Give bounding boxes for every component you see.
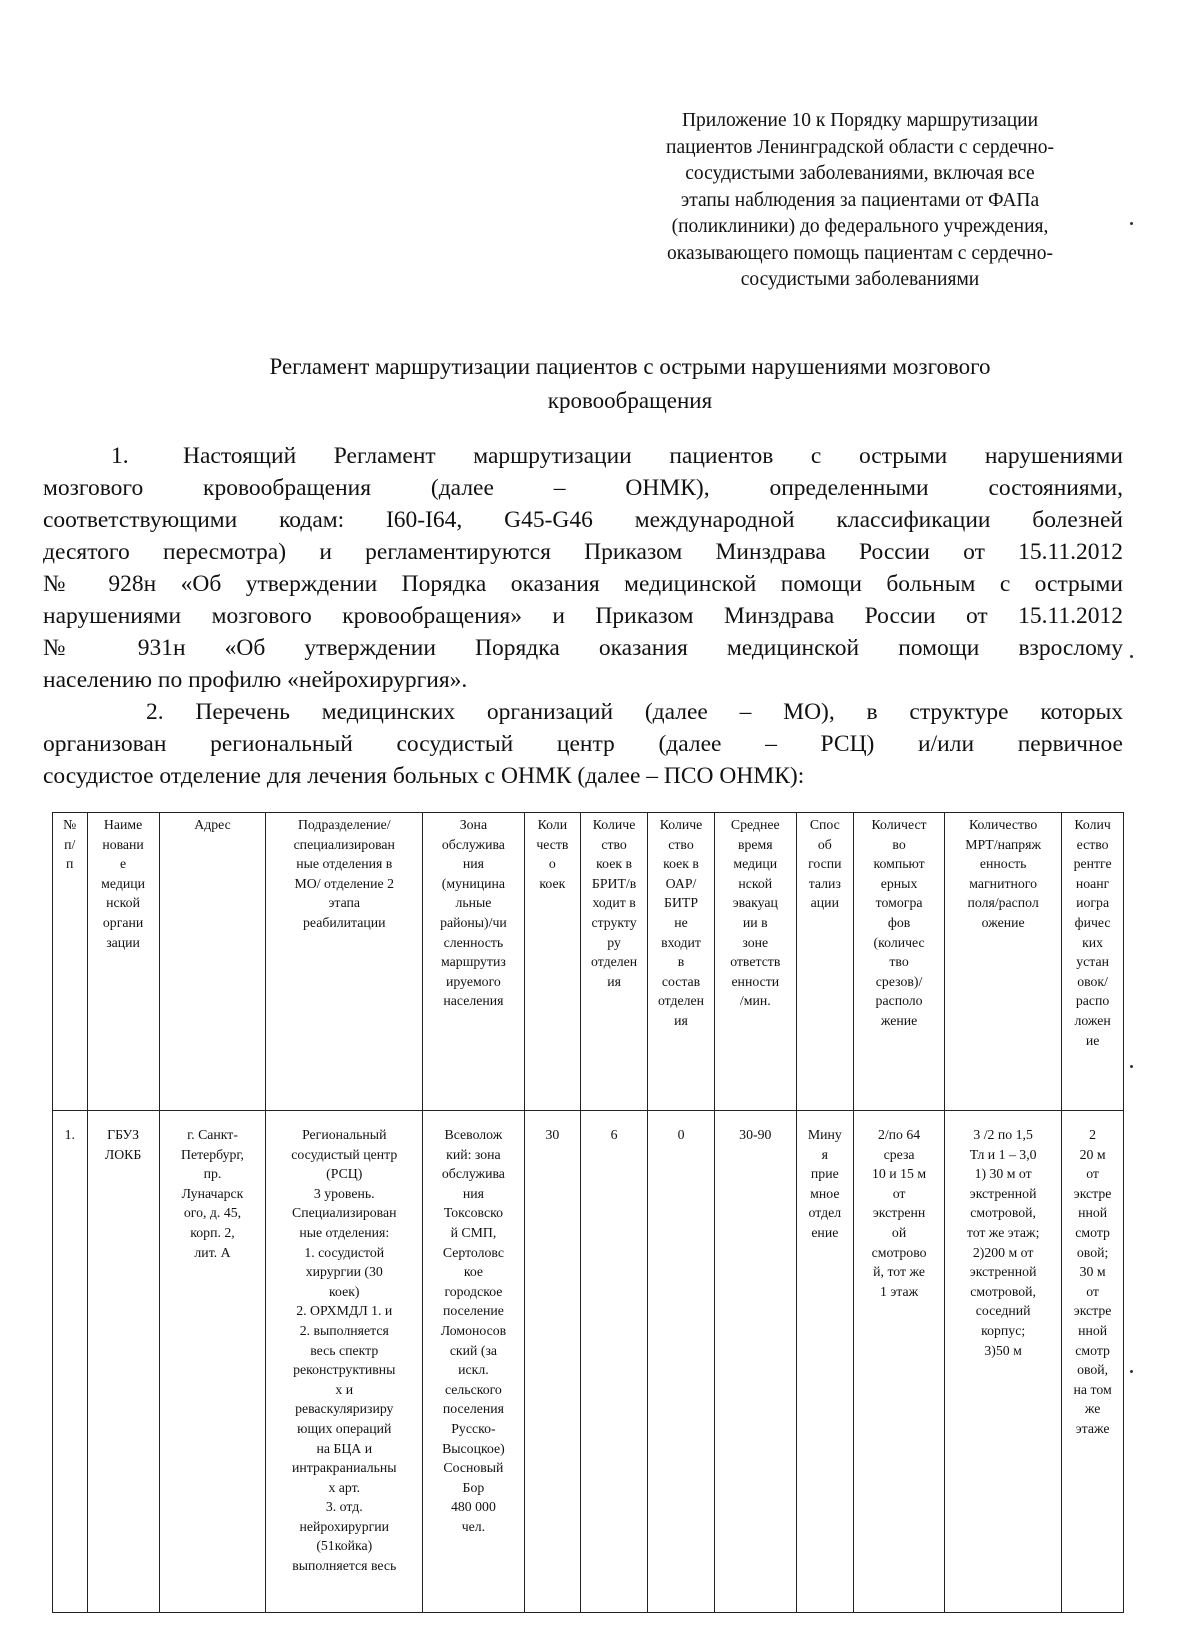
header-cell [87,813,159,1111]
cell-line: не [674,914,688,930]
cell-line: ГБУЗ [107,1127,140,1142]
cell-line: ния [462,856,484,872]
cell-line: 0 [677,1127,685,1142]
appendix-line: этапы наблюдения за пациентами от ФАПа [680,189,1040,211]
cell-line: прие [810,1166,839,1182]
cell-line: 3. отд. [325,1499,363,1515]
cell-line: на том [1073,1381,1112,1397]
cell-line: 30-90 [739,1127,772,1142]
appendix-line: пациентов Ленинградской области с сердечно- [666,136,1054,158]
cell-line: Мину [807,1127,842,1142]
cell-line: 6 [610,1127,618,1142]
cell-line: льные [455,895,492,911]
header-cell [581,813,648,1111]
cell-line: устан [1076,954,1109,970]
cell-line: время [737,836,773,852]
cell-line: фов [887,914,911,930]
paragraph-1-line: № 928н «Об утверждении Порядка оказания медицинской помощи больным с острыми [43,571,1123,597]
cell-line: Спос [809,817,840,832]
cell-line: ируемого [446,973,501,989]
cell-line: корпус; [981,1322,1026,1338]
paragraph-1-line: населению по профилю «нейрохирургия». [43,667,468,693]
cell-line: от [1086,1283,1099,1299]
cell-line: нской [106,895,140,911]
cell-line: (51койка) [316,1538,373,1554]
header-cell [159,813,266,1111]
cell-line: Количе [592,817,636,832]
cell-line: реконструктивны [293,1362,396,1378]
cell-line: енности [731,973,780,989]
header-cell [648,813,715,1111]
cell-line: ерных [880,875,918,891]
cell-line: 1. [64,1127,75,1142]
cell-line: нской [738,875,773,891]
paragraph-2-line: 2. Перечень медицинских организаций (далее – МО), в структуре которых [146,699,1123,725]
cell-line: в [677,954,685,970]
cell-oar-beds [648,1111,715,1613]
cell-line: ные отделения в [296,856,393,872]
cell-line: Токсовско [443,1205,503,1221]
cell-line: новани [102,836,144,852]
cell-line: нейрохирургии [299,1518,390,1534]
cell-line: иогра [1076,895,1110,911]
cell-line: нной [1078,1322,1108,1338]
scan-speck [1130,1065,1133,1068]
cell-line: ение [811,1224,839,1240]
cell-line: реабилитации [303,914,386,930]
cell-number [53,1111,88,1613]
cell-line: среза [883,1146,915,1162]
cell-line: г. Санкт- [187,1127,238,1142]
cell-line: экстренн [872,1205,926,1221]
cell-line: (муницина [441,875,506,891]
cell-line: тализ [808,875,841,891]
scan-speck [1130,222,1133,225]
cell-line: чел. [461,1518,486,1534]
cell-line: пр. [203,1166,222,1182]
cell-line: искл. [458,1362,489,1378]
cell-line: 20 м [1079,1146,1106,1162]
cell-line: 2. ОРХМДЛ 1. и [296,1303,393,1319]
cell-line: ких [1082,934,1104,950]
table-row [53,1111,1124,1613]
cell-line: весь спектр [310,1342,379,1358]
cell-line: Высоцкое) [442,1440,505,1456]
paragraph-1-line: десятого пересмотра) и регламентируются Приказом Минздрава России от 15.11.2012 [43,539,1123,565]
paragraph-1-text: Настоящий Регламент маршрутизации пациентов с острыми нарушениями [183,443,1123,469]
cell-line: смотровой, [970,1283,1036,1299]
cell-line: честв [536,836,569,852]
cell-xray [1062,1111,1124,1613]
cell-line: Коли [537,817,568,832]
appendix-line: сосудистыми заболеваниями [740,269,980,290]
cell-line: состав [661,973,701,989]
cell-line: кий: зона [446,1146,501,1162]
cell-line: от [1086,1166,1099,1182]
cell-line: 1 этаж [880,1283,919,1299]
cell-line: ии в [742,914,768,930]
cell-line: ложен [1074,1012,1111,1028]
paragraph-2-line: организован региональный сосудистый центр (далее – РСЦ) и/или первичное [43,731,1123,757]
cell-line: ные отделения: [299,1224,390,1240]
cell-line: городское [444,1283,503,1299]
cell-line: Подразделение/ [297,817,391,832]
cell-line: п/ [64,836,76,852]
cell-line: населения [443,993,504,1009]
cell-line: поселение [442,1303,504,1319]
cell-line: овой; [1076,1244,1109,1260]
cell-line: 30 [545,1127,560,1142]
cell-line: экстре [1073,1303,1112,1319]
cell-line: Количество [968,817,1038,832]
cell-line: 10 и 15 м [872,1166,927,1182]
cell-line: ский (за [449,1342,498,1358]
cell-hospitalization-method [796,1111,854,1613]
cell-line: же [1084,1401,1101,1417]
cell-line: поля/распол [967,895,1039,911]
cell-line: 2/по 64 [877,1127,921,1142]
cell-line: № [63,817,77,832]
paragraph-1-line: соответствующими кодам: I60-I64, G45-G46 международной классификации болезней [43,507,1123,533]
cell-line: хирургии (30 [305,1264,383,1280]
header-cell [524,813,580,1111]
cell-line: 2. выполняется [299,1322,389,1338]
cell-line: Сосновый [443,1460,504,1476]
cell-line: БРИТ/в [591,875,637,891]
cell-line: зации [106,934,140,950]
cell-organization [87,1111,159,1613]
appendix-line: Приложение 10 к Порядку маршрутизации [681,110,1039,131]
cell-line: Луначарск [181,1185,244,1201]
title-line-1: Регламент маршрутизации пациентов с острыми нарушениями мозгового [269,354,991,379]
cell-line: реваскуляризиру [295,1401,394,1417]
appendix-line: оказывающего помощь пациентам с сердечно- [667,242,1053,264]
cell-line: ество [1076,836,1109,852]
cell-line: Русско- [451,1420,496,1436]
appendix-line: (поликлиники) до федерального учреждения, [671,216,1049,237]
header-cell [266,813,423,1111]
cell-line: коек [539,875,566,891]
cell-line: 3 уровень. [313,1185,375,1201]
cell-line: смотровой, [970,1205,1036,1221]
cell-line: рентге [1073,856,1112,872]
cell-line: (количес [873,934,925,950]
cell-line: отделен [657,993,705,1009]
cell-line: сосудистый центр [291,1146,398,1162]
cell-line: экстренной [969,1185,1037,1201]
cell-line: х и [335,1381,354,1397]
cell-line: обслужива [441,1166,505,1182]
cell-line: Специализирован [292,1205,397,1221]
cell-line: смотрово [871,1244,927,1260]
cell-line: п [66,856,74,872]
cell-line: во [892,836,906,852]
paragraph-1-line [43,440,1123,472]
paragraph-2-line: сосудистое отделение для лечения больных с ОНМК (далее – ПСО ОНМК): [43,763,805,789]
cell-line: смотр [1075,1342,1110,1358]
cell-line: /мин. [739,993,771,1009]
cell-line: на БЦА и [316,1440,373,1456]
document-title [150,350,1110,418]
cell-line: смотр [1075,1224,1110,1240]
paragraph-1-line: № 931н «Об утверждении Порядка оказания медицинской помощи взрослому [43,635,1123,661]
header-cell [714,813,796,1111]
document-body [43,440,1123,792]
cell-line: соседний [975,1303,1031,1319]
cell-line: е [120,856,127,872]
cell-line: поселения [442,1401,504,1417]
cell-line: распо [1075,993,1110,1009]
header-cell [945,813,1062,1111]
cell-line: фичес [1074,914,1111,930]
cell-line: госпи [808,856,842,872]
cell-line: й СМП, [450,1224,497,1240]
cell-line: ющих операций [297,1420,392,1436]
cell-line: 1. сосудистой [304,1244,385,1260]
paragraph-1-number: 1. [111,443,129,469]
paragraph-1-line: нарушениями мозгового кровообращения» и Приказом Минздрава России от 15.11.2012 [43,603,1123,629]
cell-line: ого, д. 45, [183,1205,242,1221]
cell-beds [524,1111,580,1613]
cell-brit-beds [581,1111,648,1613]
cell-line: располо [875,993,923,1009]
cell-address [159,1111,266,1613]
cell-ct [854,1111,945,1613]
header-cell [796,813,854,1111]
cell-line: енность [979,856,1027,872]
cell-line: 1) 30 м от [974,1166,1032,1182]
cell-line: тво [889,954,909,970]
cell-line: интракраниальны [291,1460,397,1476]
cell-line: сельского [445,1381,502,1397]
cell-zone [423,1111,524,1613]
scan-speck [1130,1370,1133,1373]
cell-line: 30 м [1079,1264,1106,1280]
cell-line: Всеволож [444,1127,503,1142]
table-header-row [53,813,1124,1111]
cell-line: ство [668,836,694,852]
cell-line: ой [891,1224,907,1240]
cell-line: этаже [1075,1420,1110,1436]
cell-line: выполняется весь [292,1558,397,1574]
cell-line: специализирован [293,836,395,852]
header-cell [53,813,88,1111]
appendix-note [610,108,1110,294]
cell-line: этапа [328,895,361,911]
cell-line: ответств [730,954,781,970]
cell-line: корп. 2, [190,1224,235,1240]
cell-line: нной [1078,1205,1108,1221]
header-cell [854,813,945,1111]
routing-table [52,812,1124,1613]
cell-line: экстре [1073,1185,1112,1201]
cell-line: овок/ [1077,973,1108,989]
cell-line: структу [591,914,637,930]
cell-line: МРТ/напряж [965,836,1042,852]
cell-line: Количест [871,817,927,832]
cell-line: Зона [459,817,488,832]
cell-line: я [821,1146,828,1162]
cell-line: ие [1085,1032,1100,1048]
cell-line: Петербург, [181,1146,244,1162]
header-cell [423,813,524,1111]
cell-line: отделен [591,954,638,970]
cell-line: (РСЦ) [326,1166,363,1182]
cell-line: жение [880,1012,918,1028]
cell-line: ходит в [592,895,636,911]
cell-line: коек в [663,856,699,872]
cell-line: Ломоносов [440,1322,507,1338]
appendix-line: сосудистыми заболеваниями, включая все [685,163,1035,184]
cell-line: органи [102,914,144,930]
cell-line: сленность [443,934,504,950]
cell-line: й, тот же [873,1264,925,1280]
cell-line: ия [607,973,621,989]
cell-line: о [548,856,556,872]
cell-line: МО/ отделение 2 [294,875,394,891]
paragraph-1-line: мозгового кровообращения (далее – ОНМК), определенными состояниями, [43,475,1123,501]
cell-line: 480 000 [451,1499,496,1515]
cell-line: мное [810,1185,840,1201]
cell-line: от [892,1185,906,1201]
cell-line: БИТР [664,895,699,911]
cell-line: 2 [1089,1127,1097,1142]
header-cell [1062,813,1124,1111]
cell-line: 2)200 м от [972,1244,1034,1260]
cell-line: срезов)/ [875,973,923,989]
cell-line: Наиме [103,817,143,832]
cell-line: х арт. [328,1479,361,1495]
cell-line: ния [462,1185,484,1201]
cell-line: ия [674,1012,688,1028]
cell-line: об [817,836,832,852]
cell-line: томогра [875,895,923,911]
cell-line: Сертоловс [442,1244,504,1260]
cell-mri [945,1111,1062,1613]
cell-evacuation-time [714,1111,796,1613]
cell-line: Региональный [302,1127,387,1142]
cell-line: зоне [742,934,769,950]
cell-line: лит. А [194,1244,231,1260]
cell-line: отдел [808,1205,842,1221]
cell-line: компьют [873,856,925,872]
cell-line: овой, [1077,1362,1109,1378]
cell-line: маршрутиз [441,954,506,970]
cell-line: медици [733,856,778,872]
cell-line: магнитного [969,875,1037,891]
cell-line: ство [601,836,627,852]
cell-line: медици [101,875,145,891]
scan-speck [1130,655,1133,658]
cell-line: Колич [1074,817,1111,832]
cell-line: ру [607,934,621,950]
cell-line: эвакуац [732,895,778,911]
cell-line: коек) [329,1283,360,1299]
cell-unit [266,1111,423,1613]
cell-line: Среднее [730,817,780,832]
cell-line: ожение [981,914,1025,930]
cell-line: районы)/чи [440,914,507,930]
cell-line: экстренной [969,1264,1037,1280]
cell-line: 3 /2 по 1,5 [973,1127,1033,1142]
cell-line: коек в [596,856,633,872]
cell-line: 3)50 м [984,1342,1022,1358]
cell-line: ации [810,895,839,911]
cell-line: тот же этаж; [966,1224,1040,1240]
cell-line: Адрес [194,817,231,832]
title-line-2: кровообращения [547,388,713,413]
cell-line: обслужива [441,836,505,852]
cell-line: Количе [659,817,703,832]
cell-line: входит [661,934,701,950]
cell-line: Тл и 1 – 3,0 [969,1146,1037,1162]
cell-line: ЛОКБ [104,1146,142,1162]
cell-line: кое [463,1264,484,1280]
cell-line: ноанг [1075,875,1110,891]
cell-line: Бор [462,1479,485,1495]
cell-line: ОАР/ [665,875,697,891]
